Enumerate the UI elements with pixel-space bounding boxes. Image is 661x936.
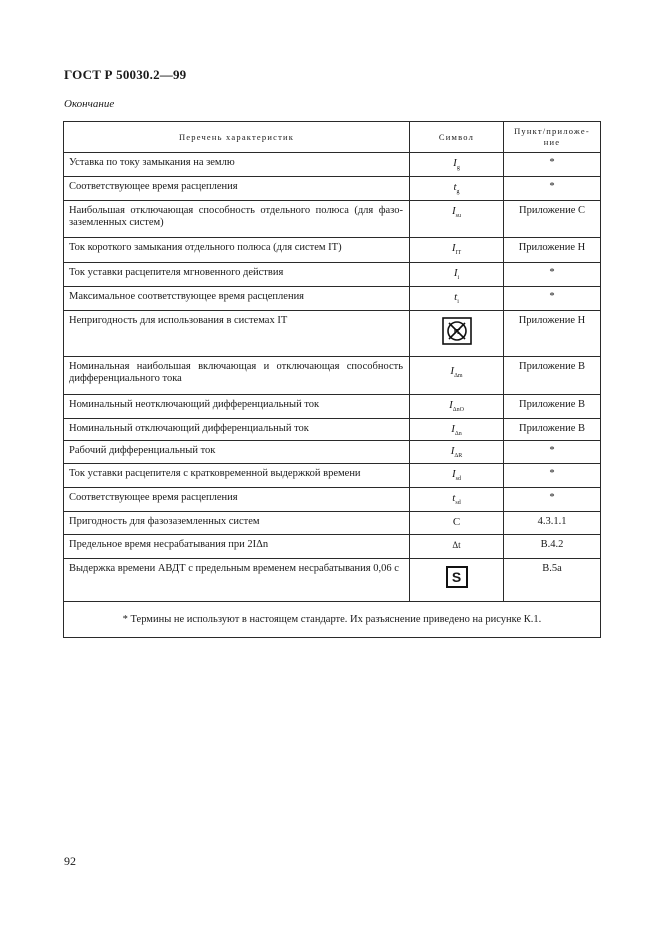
row-reference: 4.3.1.1 xyxy=(504,512,601,535)
column-header-reference xyxy=(504,122,601,153)
row-text: Рабочий дифференциальный ток xyxy=(64,441,410,464)
row-text: Ток уставки расцепителя с кратковременной выдержкой времени xyxy=(64,464,410,488)
table-row xyxy=(64,419,601,441)
row-reference: * xyxy=(504,464,601,488)
row-symbol: $I_{\Delta m}$ xyxy=(410,357,504,395)
row-text: Номинальный отключающий дифференциальный ток xyxy=(64,419,410,441)
row-reference: * xyxy=(504,287,601,311)
row-text: Предельное время несрабатывания при 2IΔn xyxy=(64,535,410,559)
row-reference: Приложение В xyxy=(504,357,601,395)
row-text: Ток уставки расцепителя мгновенного действия xyxy=(64,263,410,287)
not-for-it-systems-icon xyxy=(442,317,472,349)
row-reference: В.5а xyxy=(504,559,601,602)
row-symbol: $I_{\Delta R}$ xyxy=(410,441,504,464)
row-text: Уставка по току замыкания на землю xyxy=(64,153,410,177)
row-symbol: $I_{\Delta n}$ xyxy=(410,419,504,441)
row-symbol: $I_{su}$ xyxy=(410,201,504,238)
row-symbol: $t_g$ xyxy=(410,177,504,201)
svg-text:IT: IT xyxy=(453,329,460,336)
table-row xyxy=(64,311,601,357)
row-symbol xyxy=(410,311,504,357)
row-symbol: С xyxy=(410,512,504,535)
row-reference: * xyxy=(504,153,601,177)
table-row xyxy=(64,177,601,201)
table-row xyxy=(64,263,601,287)
table-row xyxy=(64,201,601,238)
row-reference: Приложение В xyxy=(504,419,601,441)
document-code: ГОСТ Р 50030.2—99 xyxy=(64,67,187,82)
table-row xyxy=(64,535,601,559)
table-row xyxy=(64,512,601,535)
column-header-symbol: Символ xyxy=(410,122,504,153)
row-symbol: $I_{\Delta nO}$ xyxy=(410,395,504,419)
row-reference: Приложение Н xyxy=(504,311,601,357)
row-text: Наибольшая отключающая способность отдельного полюса (для фазо-заземленных систем) xyxy=(64,201,410,238)
row-reference: * xyxy=(504,263,601,287)
row-symbol: $t_{sd}$ xyxy=(410,488,504,512)
row-symbol: $I_{IT}$ xyxy=(410,238,504,263)
row-symbol: Δt xyxy=(410,535,504,559)
table-row xyxy=(64,441,601,464)
table-row xyxy=(64,559,601,602)
row-text: Номинальная наибольшая включающая и отключающая способность дифференциального тока xyxy=(64,357,410,395)
row-text: Непригодность для использования в системах IT xyxy=(64,311,410,357)
row-symbol: $I_g$ xyxy=(410,153,504,177)
row-reference: Приложение В xyxy=(504,395,601,419)
row-symbol: $I_i$ xyxy=(410,263,504,287)
row-reference: Приложение С xyxy=(504,201,601,238)
page-number: 92 xyxy=(64,854,76,868)
row-text: Выдержка времени АВДТ с предельным временем несрабатывания 0,06 с xyxy=(64,559,410,602)
s-type-icon: S xyxy=(446,566,468,588)
row-text: Ток короткого замыкания отдельного полюса (для систем IT) xyxy=(64,238,410,263)
row-reference: Приложение Н xyxy=(504,238,601,263)
table-row xyxy=(64,238,601,263)
table-row xyxy=(64,464,601,488)
table-header-row xyxy=(64,122,601,153)
row-symbol: $I_{sd}$ xyxy=(410,464,504,488)
footnote-row xyxy=(64,602,601,638)
row-text: Соответствующее время расцепления xyxy=(64,488,410,512)
row-reference: * xyxy=(504,488,601,512)
footnote: * Термины не используют в настоящем стандарте. Их разъяснение приведено на рисунке К.1. xyxy=(64,602,601,638)
row-text: Соответствующее время расцепления xyxy=(64,177,410,201)
row-text: Максимальное соответствующее время расцепления xyxy=(64,287,410,311)
row-symbol xyxy=(410,559,504,602)
characteristics-table xyxy=(63,121,601,638)
column-header-reference-text: Пункт/приложе-ние xyxy=(514,126,590,147)
table-row xyxy=(64,287,601,311)
column-header-characteristics: Перечень характеристик xyxy=(64,122,410,153)
row-symbol: $t_i$ xyxy=(410,287,504,311)
table-row xyxy=(64,488,601,512)
row-reference: * xyxy=(504,441,601,464)
table-row xyxy=(64,357,601,395)
row-reference: * xyxy=(504,177,601,201)
row-text: Пригодность для фазозаземленных систем xyxy=(64,512,410,535)
continuation-label: Окончание xyxy=(64,98,115,110)
row-reference: В.4.2 xyxy=(504,535,601,559)
table-row xyxy=(64,395,601,419)
table-row xyxy=(64,153,601,177)
row-text: Номинальный неотключающий дифференциальный ток xyxy=(64,395,410,419)
